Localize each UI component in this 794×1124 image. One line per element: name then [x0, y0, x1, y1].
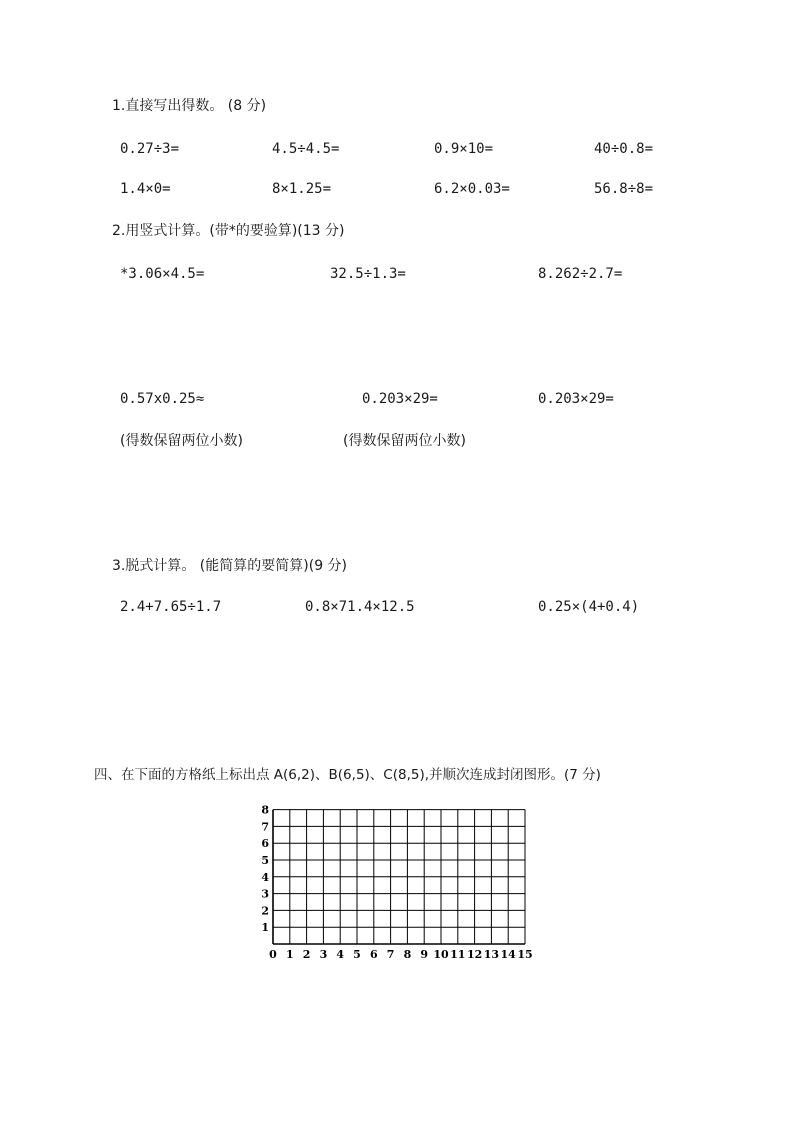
problem-2-4: 0.57x0.25≈ — [120, 391, 205, 407]
x-tick-label: 7 — [386, 948, 395, 961]
problem-1-5: 1.4×0= — [120, 181, 171, 197]
problem-2-1: *3.06×4.5= — [120, 266, 205, 282]
x-tick-label: 3 — [319, 948, 328, 961]
y-tick-label: 3 — [261, 887, 269, 901]
problem-1-3: 0.9×10= — [434, 141, 494, 157]
problem-1-8: 56.8÷8= — [594, 181, 654, 197]
problem-2-5: 0.203×29= — [362, 391, 438, 407]
problem-3-2: 0.8×71.4×12.5 — [305, 599, 415, 615]
x-tick-label: 10 — [433, 948, 449, 961]
problem-3-3: 0.25×(4+0.4) — [538, 599, 640, 615]
problem-2-6: 0.203×29= — [538, 391, 614, 407]
coordinate-grid — [240, 800, 540, 970]
section2-title: 2.用竖式计算。(带*的要验算)(13 分) — [112, 223, 345, 239]
x-tick-label: 15 — [517, 948, 533, 961]
section3-title: 3.脱式计算。 (能简算的要简算)(9 分) — [112, 558, 348, 574]
x-tick-label: 8 — [403, 948, 412, 961]
y-tick-label: 1 — [261, 921, 269, 935]
y-tick-label: 7 — [261, 820, 269, 834]
x-tick-label: 0 — [269, 948, 277, 961]
problem-3-1: 2.4+7.65÷1.7 — [120, 599, 222, 615]
problem-1-7: 6.2×0.03= — [434, 181, 510, 197]
y-tick-label: 5 — [261, 854, 269, 867]
problem-1-2: 4.5÷4.5= — [272, 141, 340, 157]
problem-1-1: 0.27÷3= — [120, 141, 180, 157]
section1-title: 1.直接写出得数。 (8 分) — [112, 98, 267, 114]
x-tick-label: 4 — [336, 948, 345, 961]
section4-title: 四、在下面的方格纸上标出点 A(6,2)、B(6,5)、C(8,5),并顺次连成封闭图形。(7 分) — [94, 767, 601, 783]
x-tick-label: 14 — [500, 948, 516, 961]
problem-2-2: 32.5÷1.3= — [330, 266, 406, 282]
y-tick-label: 6 — [261, 837, 269, 851]
x-tick-label: 2 — [302, 948, 311, 961]
problem-1-4: 40÷0.8= — [594, 141, 654, 157]
x-tick-label: 6 — [369, 948, 378, 961]
note-2-4: (得数保留两位小数) — [120, 433, 243, 449]
x-tick-label: 1 — [285, 948, 294, 961]
note-2-5: (得数保留两位小数) — [343, 433, 466, 449]
y-tick-label: 2 — [261, 904, 269, 918]
problem-2-3: 8.262÷2.7= — [538, 266, 623, 282]
x-tick-label: 9 — [420, 948, 429, 961]
x-tick-label: 12 — [466, 948, 483, 961]
x-tick-label: 11 — [450, 948, 466, 961]
x-tick-label: 5 — [353, 948, 361, 961]
problem-1-6: 8×1.25= — [272, 181, 332, 197]
x-tick-label: 13 — [483, 948, 500, 961]
y-tick-label: 8 — [261, 803, 269, 817]
y-tick-label: 4 — [261, 870, 269, 884]
